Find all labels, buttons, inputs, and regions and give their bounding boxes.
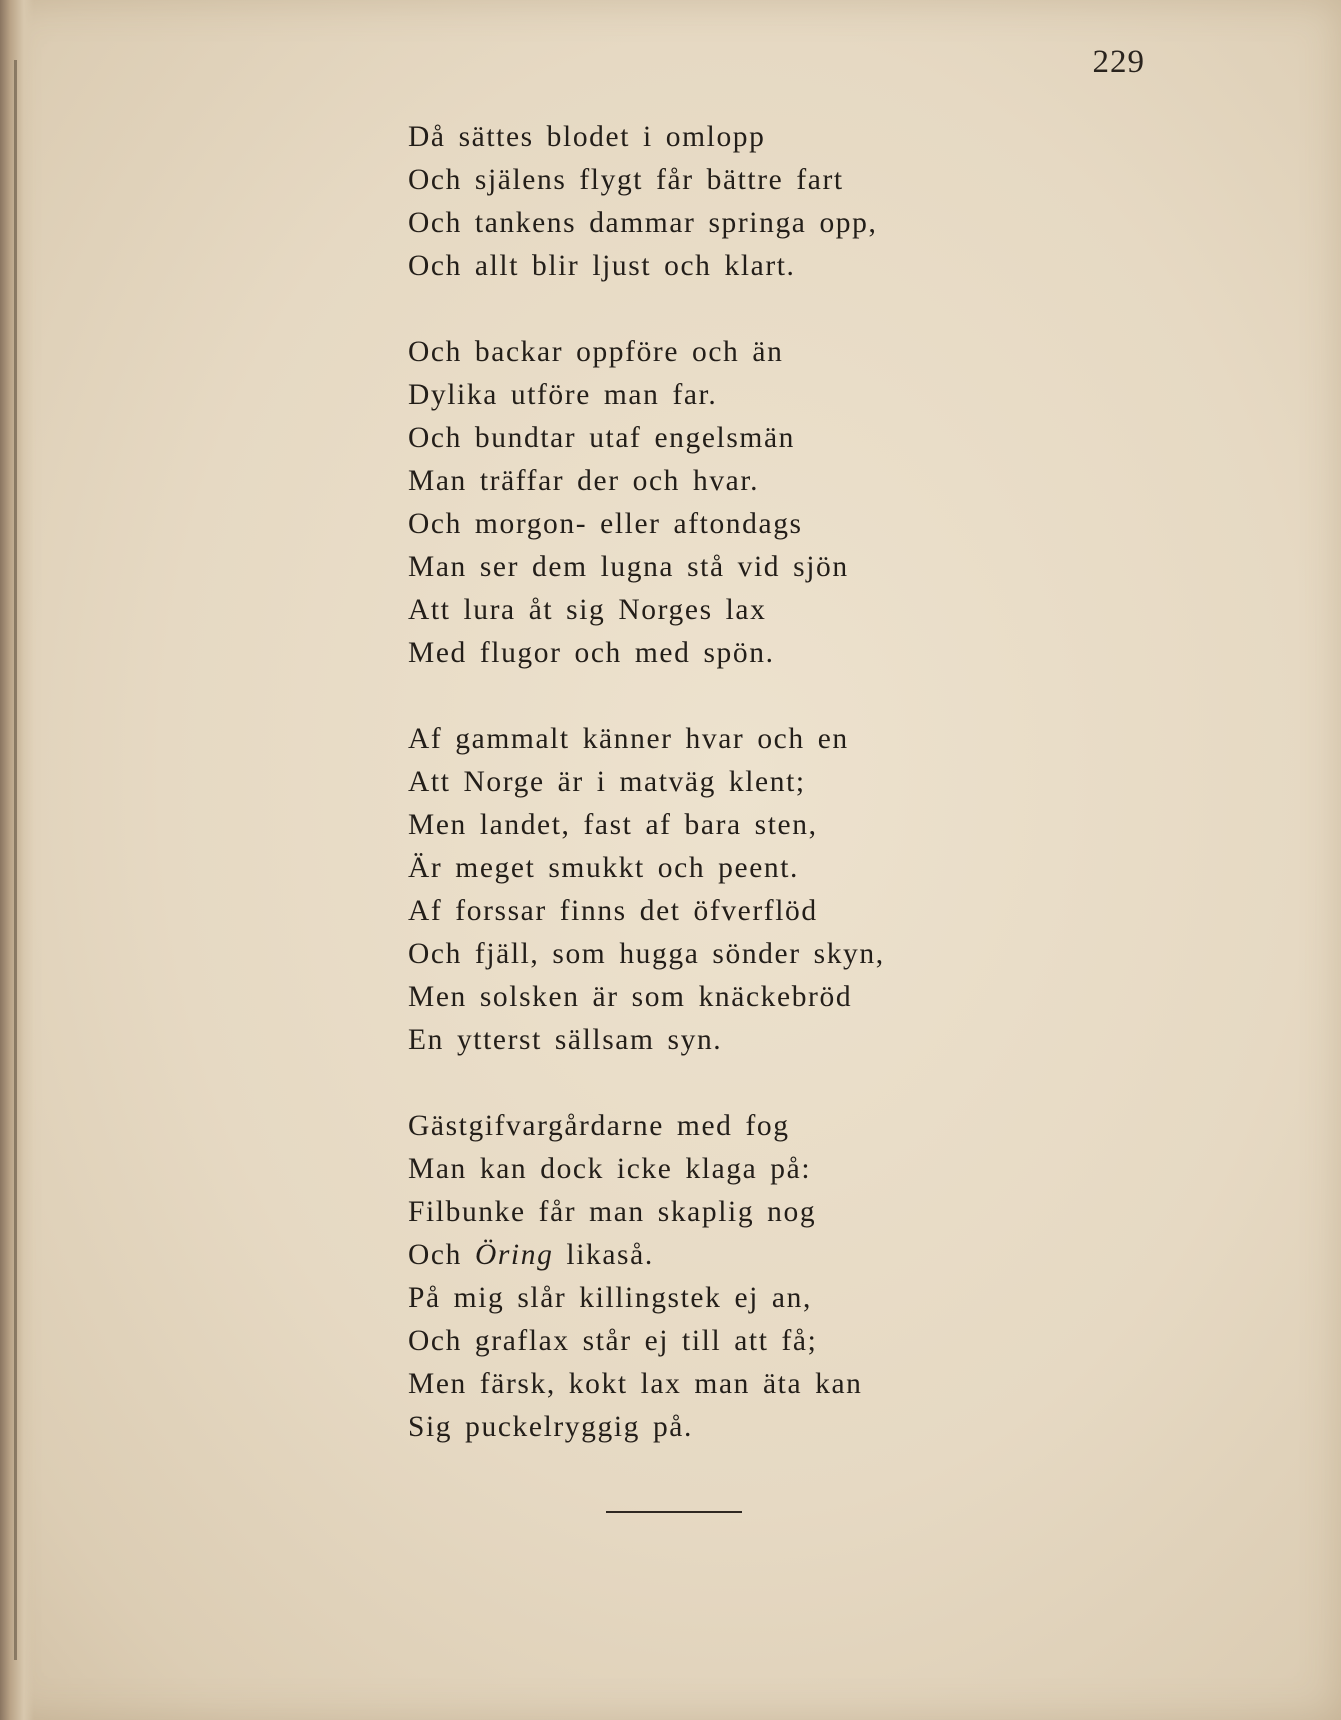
poem-line: Och fjäll, som hugga sönder skyn, <box>408 938 885 970</box>
binding-thread <box>14 60 17 1660</box>
poem-line: Är meget smukkt och peent. <box>408 852 800 884</box>
poem-line: Med flugor och med spön. <box>408 637 775 669</box>
poem-line: På mig slår killingstek ej an, <box>408 1282 812 1314</box>
poem-line: Sig puckelryggig på. <box>408 1411 693 1443</box>
poem-line: Och tankens dammar springa opp, <box>408 207 878 239</box>
poem-line: Men solsken är som knäckebröd <box>408 981 853 1013</box>
poem-line: Dylika utföre man far. <box>408 379 718 411</box>
poem-line: Man kan dock icke klaga på: <box>408 1153 812 1185</box>
poem-line: Gästgifvargårdarne med fog <box>408 1110 790 1142</box>
poem-line: Man ser dem lugna stå vid sjön <box>408 551 849 583</box>
section-end-rule <box>606 1511 742 1513</box>
poem <box>408 116 968 1492</box>
poem-line-with-italic <box>408 1234 968 1277</box>
poem-line: Att lura åt sig Norges lax <box>408 594 767 626</box>
poem-line: Men färsk, kokt lax man äta kan <box>408 1368 863 1400</box>
poem-line: Af gammalt känner hvar och en <box>408 723 849 755</box>
stanza-1 <box>408 116 968 288</box>
poem-line: Af forssar finns det öfverflöd <box>408 895 818 927</box>
poem-line-start: Och <box>408 1239 462 1271</box>
stanza-2 <box>408 331 968 675</box>
poem-line: En ytterst sällsam syn. <box>408 1024 723 1056</box>
poem-line: Och bundtar utaf engelsmän <box>408 422 796 454</box>
poem-line: Och graflax står ej till att få; <box>408 1325 818 1357</box>
poem-line: Och allt blir ljust och klart. <box>408 250 796 282</box>
poem-line: Då sättes blodet i omlopp <box>408 121 766 153</box>
stanza-3 <box>408 718 968 1062</box>
poem-line: Men landet, fast af bara sten, <box>408 809 818 841</box>
stanza-4 <box>408 1105 968 1449</box>
italic-word: Öring <box>474 1239 554 1271</box>
poem-line: Och morgon- eller aftondags <box>408 508 803 540</box>
poem-line: Filbunke får man skaplig nog <box>408 1196 817 1228</box>
poem-line: Och själens flygt får bättre fart <box>408 164 844 196</box>
page-number: 229 <box>1092 44 1145 80</box>
page-binding-edge <box>0 0 34 1720</box>
poem-line: Att Norge är i matväg klent; <box>408 766 806 798</box>
poem-line-end: likaså. <box>566 1239 654 1271</box>
poem-line: Man träffar der och hvar. <box>408 465 760 497</box>
poem-line: Och backar oppföre och än <box>408 336 784 368</box>
